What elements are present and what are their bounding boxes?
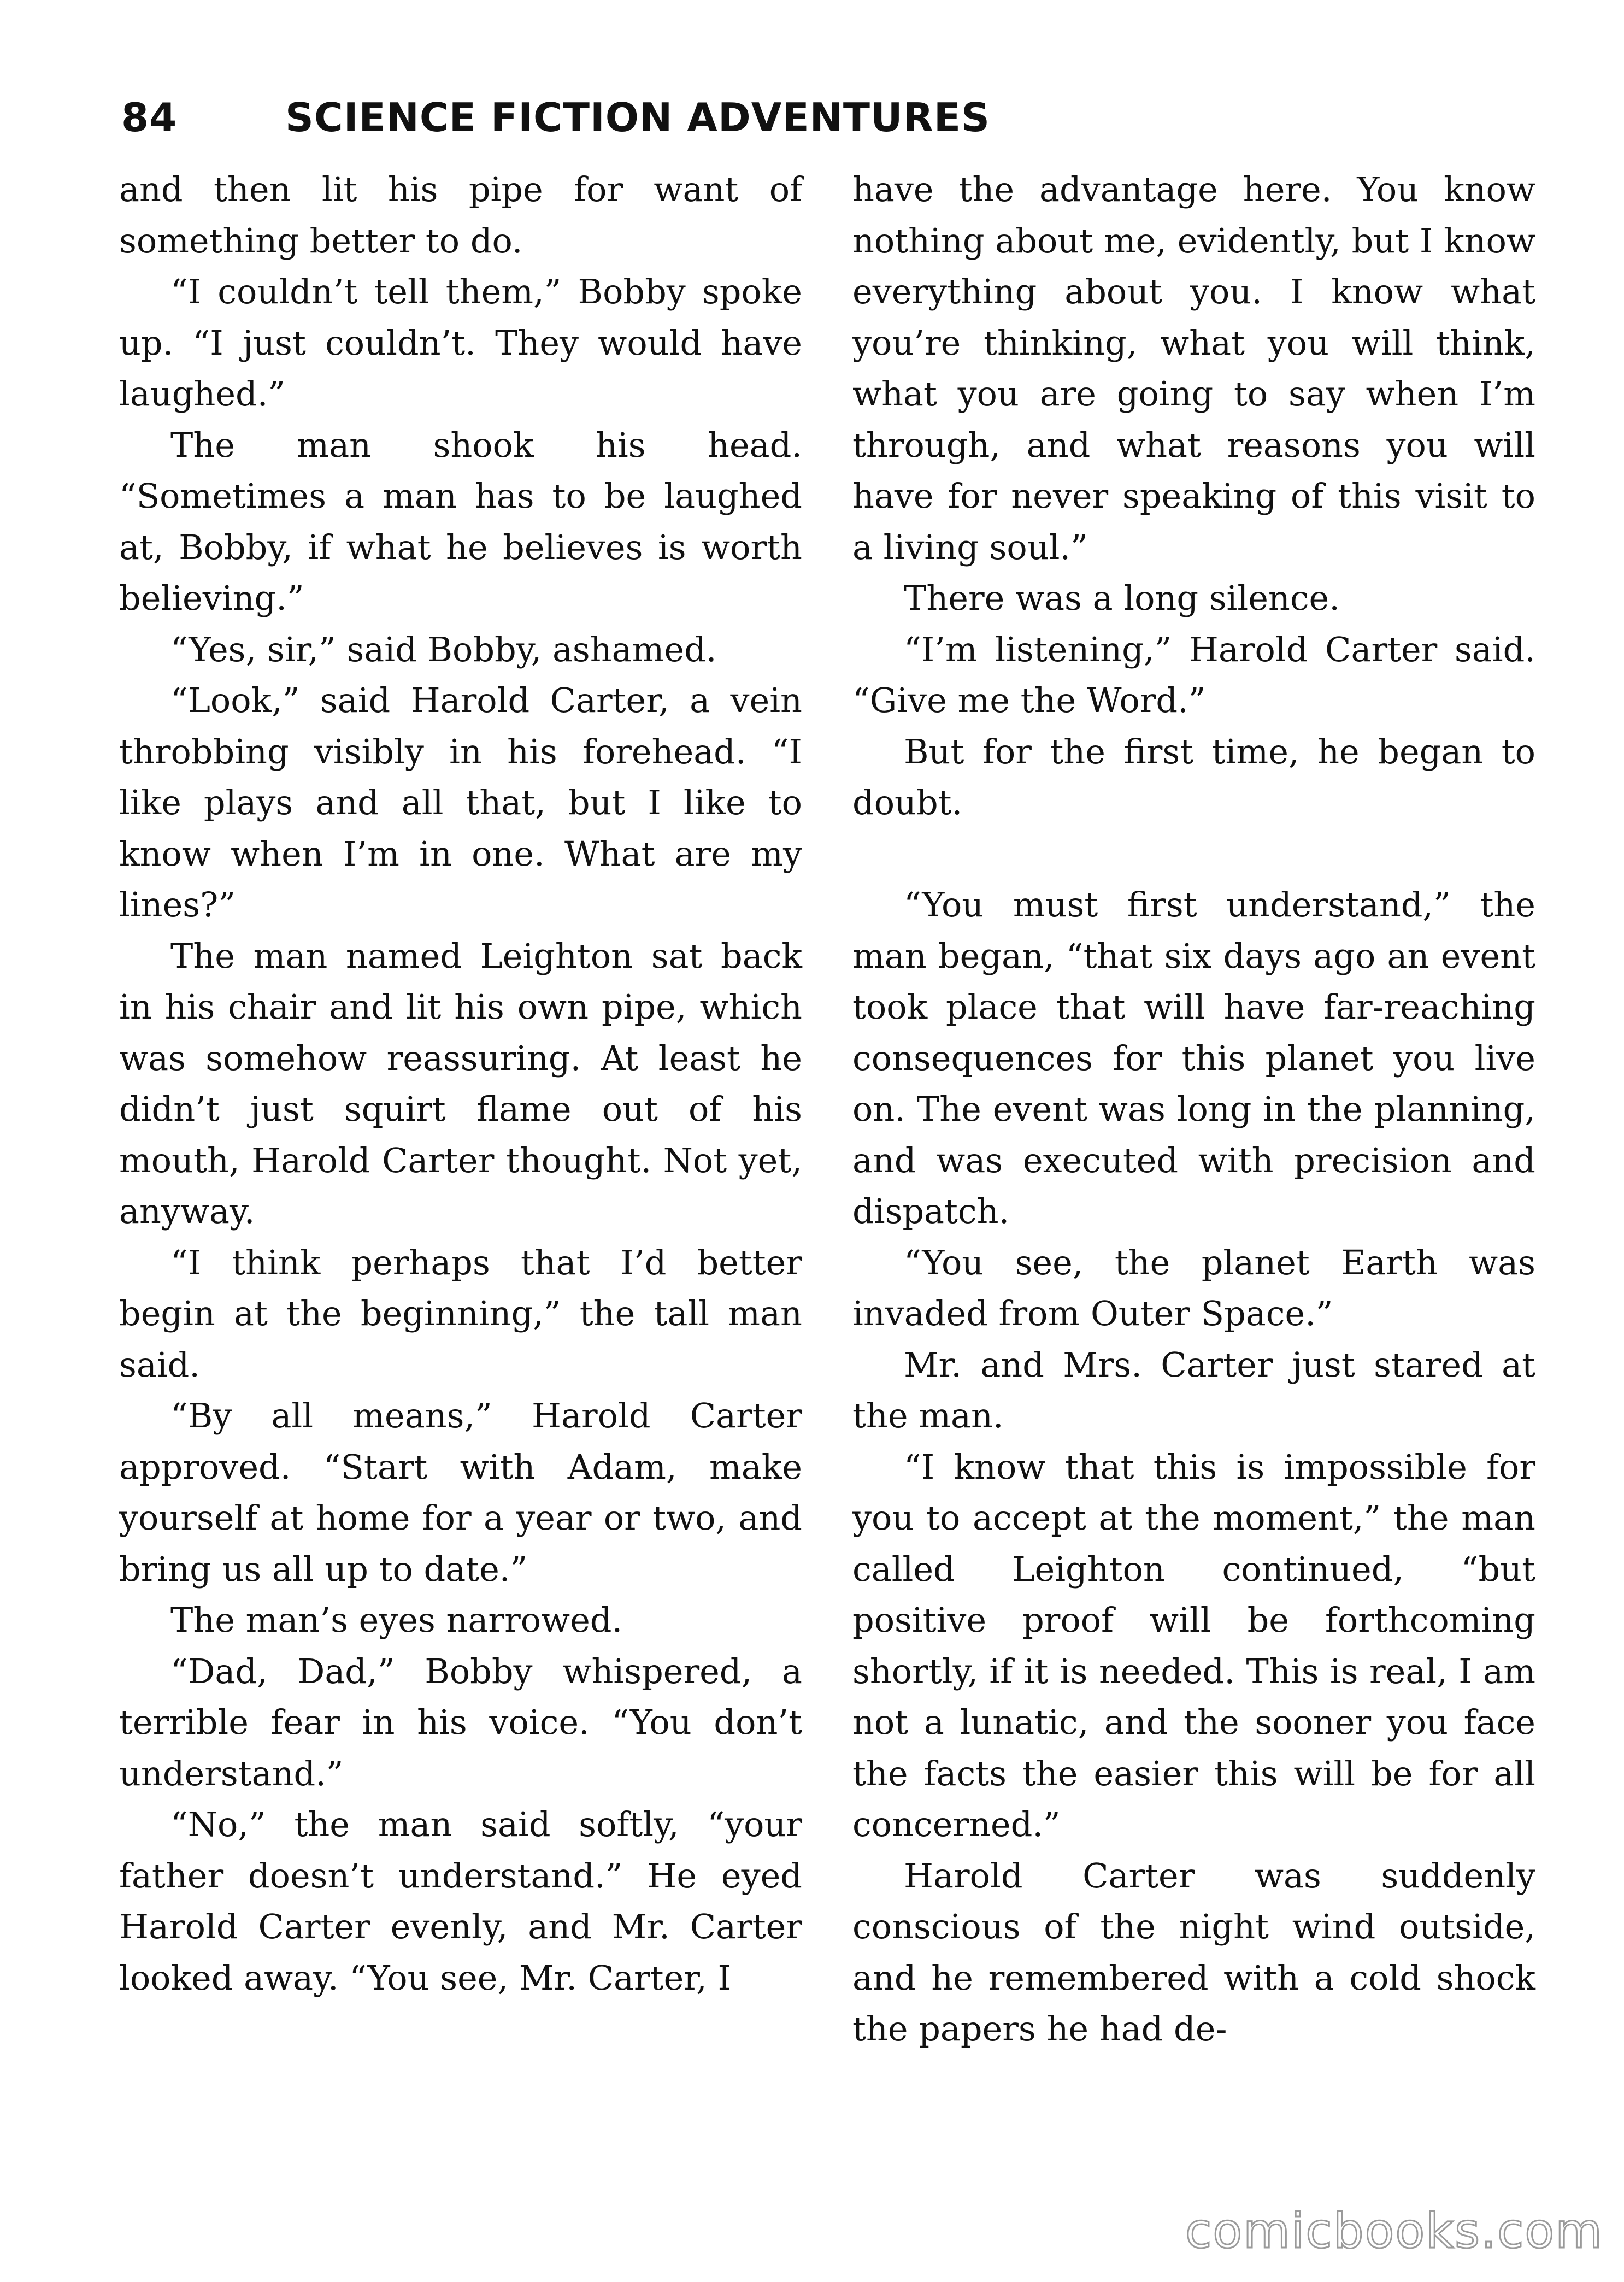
paragraph: “Dad, Dad,” Bobby whispered, a terrible fear in his voice. “You don’t understand.” [119, 1651, 802, 1793]
paragraph: have the advantage here. You know nothing about me, evidently, but I know everything about you. I know what you’re thinking, what you will think, what you are going to say when I’m through, and what reasons you will have for never speaking of this visit to a living soul.” [852, 169, 1535, 567]
page-number: 84 [121, 95, 178, 140]
running-title: SCIENCE FICTION ADVENTURES [285, 95, 990, 140]
paragraph: “I think perhaps that I’d better begin at the beginning,” the tall man said. [119, 1242, 802, 1385]
paragraph: “You must first understand,” the man began, “that six days ago an event took place that will have far-reaching consequences for this planet you live on. The event was long in the planning, and was executed with precision and dispatch. [852, 885, 1535, 1231]
paragraph: “No,” the man said softly, “your father doesn’t understand.” He eyed Harold Carter evenly, and Mr. Carter looked away. “You see, Mr. Carter, I [119, 1804, 802, 1998]
paragraph: The man named Leighton sat back in his chair and lit his own pipe, which was somehow reassuring. At least he didn’t just squirt flame out of his mouth, Harold Carter thought. Not yet, anyway. [119, 936, 802, 1231]
paragraph: “Yes, sir,” said Bobby, ashamed. [170, 629, 717, 669]
paragraph: There was a long silence. [904, 578, 1340, 618]
left-text-column [119, 164, 802, 2003]
page-header [121, 87, 1154, 148]
paragraph: “I’m listening,” Harold Carter said. “Give me the Word.” [852, 629, 1535, 720]
paragraph: and then lit his pipe for want of something better to do. [119, 169, 802, 261]
paragraph: “You see, the planet Earth was invaded from Outer Space.” [852, 1242, 1535, 1333]
watermark-text: comicbooks.com [1185, 2203, 1603, 2259]
paragraph: “By all means,” Harold Carter approved. “Start with Adam, make yourself at home for a year or two, and bring us all up to date.” [119, 1396, 802, 1589]
paragraph: Mr. and Mrs. Carter just stared at the man. [852, 1344, 1535, 1436]
paragraph: But for the first time, he began to doubt. [852, 731, 1535, 822]
paragraph: “Look,” said Harold Carter, a vein throbbing visibly in his forehead. “I like plays and all that, but I like to know when I’m in one. What are my lines?” [119, 680, 802, 925]
paragraph: The man shook his head. “Sometimes a man has to be laughed at, Bobby, if what he believes is worth believing.” [119, 425, 802, 618]
paragraph: The man’s eyes narrowed. [170, 1600, 623, 1640]
paragraph: “I know that this is impossible for you to accept at the moment,” the man called Leighton continued, “but positive proof will be forthcoming shortly, if it is needed. This is real, I am not a lunatic, and the sooner you face the facts the easier this will be for all concerned.” [852, 1446, 1535, 1844]
right-text-column [852, 164, 1535, 2055]
paragraph: Harold Carter was suddenly conscious of the night wind outside, and he remembered with a cold shock the papers he had de- [852, 1855, 1535, 2049]
paragraph: “I couldn’t tell them,” Bobby spoke up. “I just couldn’t. They would have laughed.” [119, 272, 802, 414]
